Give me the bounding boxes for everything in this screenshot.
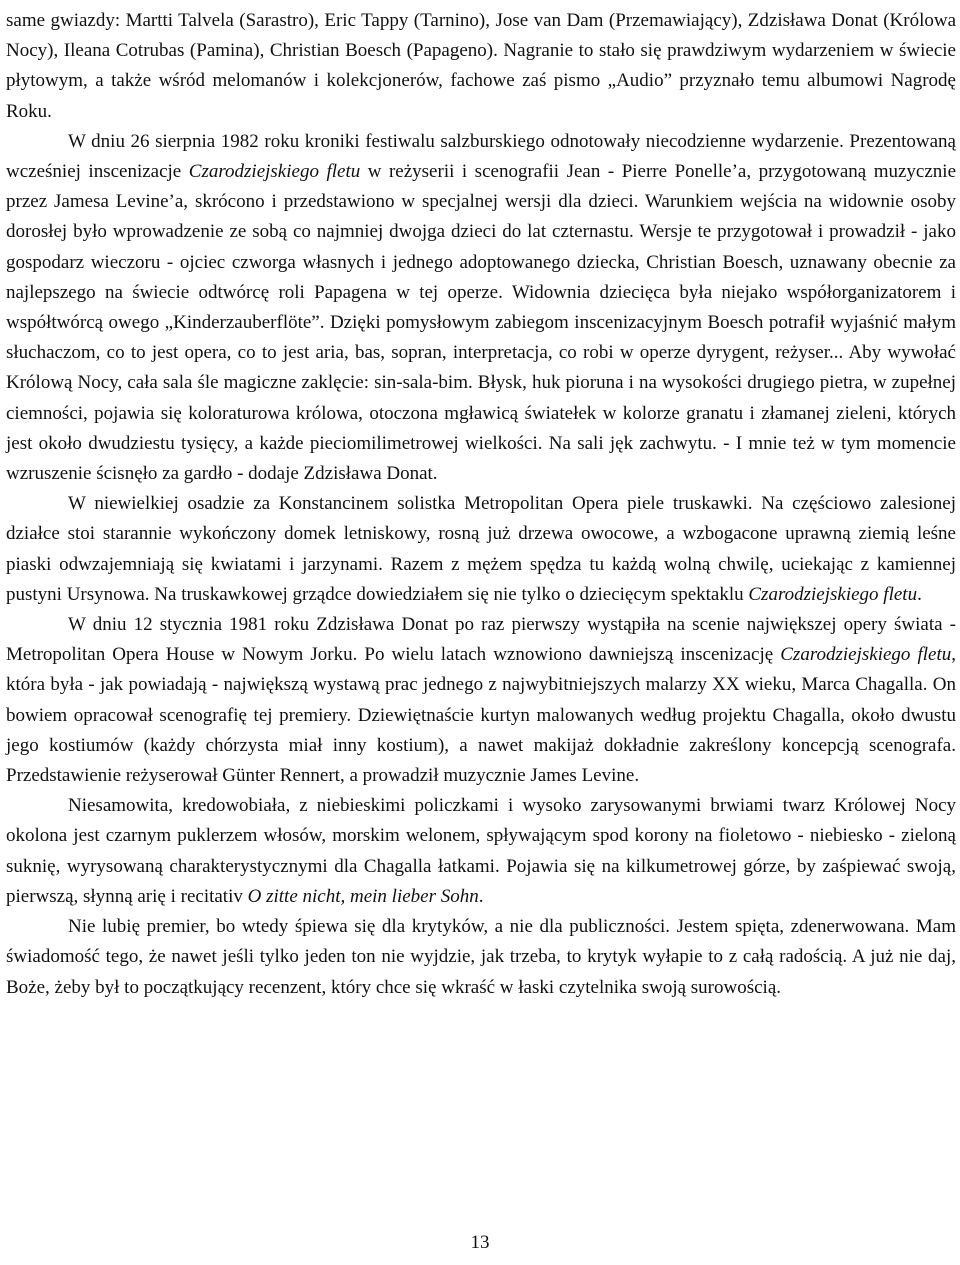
paragraph-3 [6,489,956,610]
paragraph-6 [6,912,956,1003]
text-run: W dniu 26 sierpnia 1982 roku kroniki festiwalu salzburskiego odnotowały niecodzienne wydarzenie. Prezentowaną wcześniej inscenizacje [6,130,956,183]
body-text [6,6,956,1003]
text-run: same gwiazdy: Martti Talvela (Sarastro), Eric Tappy (Tarnino), Jose van Dam (Przemawiający), Zdzisława Donat (Królowa Nocy), Ileana Cotrubas (Pamina), Christian Boesch (Papageno). Nagranie to stało się prawdziwym wydarzeniem w świecie płytowym, a także wśród melomanów i kolekcjonerów, fachowe zaś pismo „Audio” przyznało temu albumowi Nagrodę Roku. [6,10,956,122]
italic-title: Czarodziejskiego fletu [780,644,952,666]
paragraph-2 [6,127,956,489]
text-run: , która była - jak powiadają - największą wystawą prac jednego z najwybitniejszych malarzy XX wieku, Marca Chagalla. On bowiem opracował scenografię tej premiery. Dziewiętnaście kurtyn malowanych według projektu Chagalla, około dwustu jego kostiumów (każdy chórzysta miał inny kostium), a nawet makijaż dokładnie zakreślony koncepcją scenografa. Przedstawienie reżyserował Günter Rennert, a prowadził muzycznie James Levine. [6,644,957,787]
text-run: . [917,583,922,605]
text-run: W niewielkiej osadzie za Konstancinem solistka Metropolitan Opera piele truskawki. Na częściowo zalesionej działce stoi starannie wykończony domek letniskowy, rosną już drzewa owocowe, a wzbogacone uprawną ziemią leśne piaski odwzajemniają się kwiatami i jarzynami. Razem z mężem spędza tu każdą wolną chwilę, uciekając z kamiennej pustyni Ursynowa. Na truskawkowej grządce dowiedziałem się nie tylko o dziecięcym spektaklu [6,493,956,605]
paragraph-5 [6,791,956,912]
paragraph-1 [6,6,956,127]
italic-title: Czarodziejskiego fletu [188,161,361,183]
text-run: W dniu 12 stycznia 1981 roku Zdzisława Donat po raz pierwszy wystąpiła na scenie największej opery świata - Metropolitan Opera House w Nowym Jorku. Po wielu latach wznowiono dawniejszą inscenizację [6,614,956,666]
italic-title: Czarodziejskiego fletu [748,583,918,605]
paragraph-4 [6,610,956,791]
text-run: w reżyserii i scenografii Jean - Pierre Ponelle’a, przygotowaną muzycznie przez Jamesa Levine’a, skrócono i przedstawiono w specjalnej wersji dla dzieci. Warunkiem wejścia na widownie osoby dorosłej było wprowadzenie ze sobą co najmniej dwojga dzieci do lat czternastu. Wersje te przygotował i prowadził - jako gospodarz wieczoru - ojciec czworga własnych i jednego adoptowanego dziecka, Christian Boesch, uznawany obecnie za najlepszego na świecie odtwórcę roli Papagena w tej operze. Widownia dziecięca była niejako współorganizatorem i współtwórcą owego „Kinderzauberflöte”. Dzięki pomysłowym zabiegom inscenizacyjnym Boesch potrafił wyjaśnić małym słuchaczom, co to jest opera, co to jest aria, bas, sopran, interpretacja, co robi w operze dyrygent, reżyser... Aby wywołać Królową Nocy, cała sala śle magiczne zaklęcie: sin-sala-bim. Błysk, huk pioruna i na wysokości drugiego pietra, w zupełnej ciemności, pojawia się koloraturowa królowa, otoczona mgławicą światełek w kolorze granatu i złamanej zieleni, których jest około dwudziestu tysięcy, a każde pieciomilimetrowej wielkości. Na sali jęk zachwytu. - I mnie też w tym momencie wzruszenie ścisnęło za gardło - dodaje Zdzisława Donat. [6,161,957,485]
text-run: Nie lubię premier, bo wtedy śpiewa się dla krytyków, a nie dla publiczności. Jestem spięta, zdenerwowana. Mam świadomość tego, że nawet jeśli tylko jeden ton nie wyjdzie, jak trzeba, to krytyk wyłapie to z całą radością. A już nie daj, Boże, żeby był to początkujący recenzent, który chce się wkraść w łaski czytelnika swoją surowością. [6,916,956,998]
page-number: 13 [470,1232,490,1253]
italic-title: O zitte nicht, mein lieber Sohn [247,885,479,907]
text-run: . [478,885,484,907]
text-run: Niesamowita, kredowobiała, z niebieskimi policzkami i wysoko zarysowanymi brwiami twarz Królowej Nocy okolona jest czarnym puklerzem włosów, morskim welonem, spływającym spod korony na fioletowo - niebiesko - zieloną suknię, wyrysowaną charakterystycznymi dla Chagalla łatkami. Pojawia się na kilkumetrowej górze, by zaśpiewać swoją, pierwszą, słynną arię i recitativ [6,795,956,907]
